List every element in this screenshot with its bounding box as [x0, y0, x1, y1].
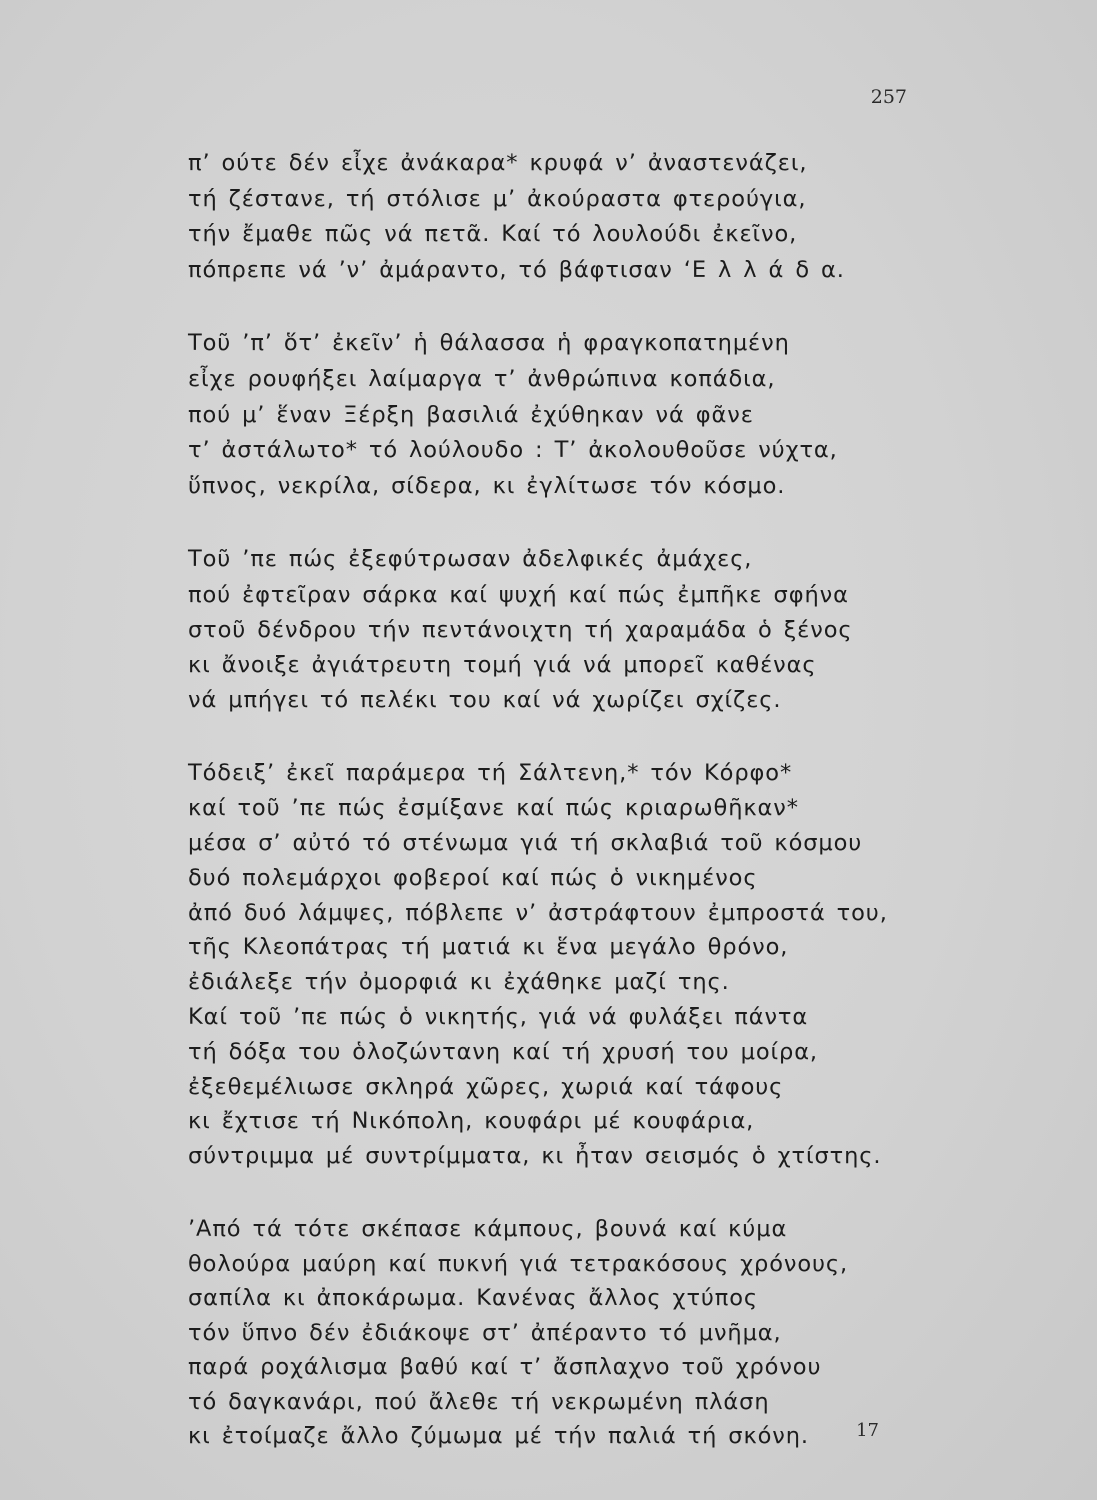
poem-line: τῆς Κλεοπάτρας τή ματιά κι ἕνα μεγάλο θρόνο, [188, 934, 789, 961]
stanza-4 [188, 756, 948, 1174]
poem-line: μέσα σ’ αὐτό τό στένωμα γιά τή σκλαβιά τοῦ κόσμου [188, 829, 863, 856]
poem-line: πόπρεπε νά ’ν’ ἀμάραντο, τό βάφτισαν ‘Ε λ λ ά δ α. [188, 256, 845, 283]
poem-line: νά μπήγει τό πελέκι του καί νά χωρίζει σχίζες. [188, 687, 782, 714]
poem-line: ὕπνος, νεκρίλα, σίδερα, κι ἐγλίτωσε τόν κόσμο. [188, 472, 786, 499]
poem-body [188, 146, 948, 1492]
poem-line: σαπίλα κι ἀποκάρωμα. Κανένας ἄλλος χτύπος [188, 1285, 759, 1312]
stanza-1 [188, 146, 948, 288]
poem-line: Τοῦ ’π’ ὅτ’ ἐκεῖν’ ἡ θάλασσα ἡ φραγκοπατημένη [188, 330, 790, 357]
stanza-5 [188, 1212, 948, 1454]
poem-line: τό δαγκανάρι, πού ἄλεθε τή νεκρωμένη πλάση [188, 1388, 770, 1415]
poem-line: Τόδειξ’ ἐκεῖ παράμερα τή Σάλτενη,* τόν Κόρφο* [188, 760, 793, 787]
stanza-2 [188, 326, 948, 504]
poem-line: παρά ροχάλισμα βαθύ καί τ’ ἄσπλαχνο τοῦ χρόνου [188, 1354, 822, 1381]
poem-line: τ’ ἀστάλωτο* τό λούλουδο : Τ’ ἀκολουθοῦσε νύχτα, [188, 437, 838, 464]
poem-line: ’Από τά τότε σκέπασε κάμπους, βουνά καί κύμα [188, 1215, 788, 1242]
poem-line: εἶχε ρουφήξει λαίμαργα τ’ ἀνθρώπινα κοπάδια, [188, 365, 776, 392]
poem-line: τή ζέστανε, τή στόλισε μ’ ἀκούραστα φτερούγια, [188, 185, 807, 212]
page-number: 257 [870, 86, 907, 108]
poem-line: ἐξεθεμέλιωσε σκληρά χῶρες, χωριά καί τάφους [188, 1073, 784, 1100]
poem-line: Καί τοῦ ’πε πώς ὁ νικητής, γιά νά φυλάξει πάντα [188, 1003, 809, 1030]
poem-line: π’ ούτε δέν εἶχε ἀνάκαρα* κρυφά ν’ ἀναστενάζει, [188, 150, 808, 176]
poem-line: θολούρα μαύρη καί πυκνή γιά τετρακόσους χρόνους, [188, 1250, 849, 1277]
poem-line: κι ἔχτισε τή Νικόπολη, κουφάρι μέ κουφάρια, [188, 1108, 755, 1135]
poem-line: πού ἐφτεῖραν σάρκα καί ψυχή καί πώς ἐμπῆκε σφήνα [188, 581, 849, 608]
poem-line: τήν ἔμαθε πῶς νά πετᾶ. Καί τό λουλούδι ἐκεῖνο, [188, 221, 798, 248]
poem-line: δυό πολεμάρχοι φοβεροί καί πώς ὁ νικημένος [188, 864, 758, 891]
poem-line: κι ἄνοιξε ἀγιάτρευτη τομή γιά νά μπορεῖ καθένας [188, 651, 817, 678]
poem-line: Τοῦ ’πε πώς ἐξεφύτρωσαν ἀδελφικές ἀμάχες, [188, 546, 753, 573]
poem-line: πού μ’ ἕναν Ξέρξη βασιλιά ἐχύθηκαν νά φᾶνε [188, 401, 754, 428]
stanza-3 [188, 542, 948, 718]
poem-line: καί τοῦ ’πε πώς ἐσμίξανε καί πώς κριαρωθῆκαν* [188, 795, 799, 822]
poem-line: τή δόξα του ὁλοζώντανη καί τή χρυσή του μοίρα, [188, 1038, 818, 1065]
poem-line: ἀπό δυό λάμψες, πόβλεπε ν’ ἀστράφτουν ἐμπροστά του, [188, 899, 888, 926]
poem-line: ἐδιάλεξε τήν ὀμορφιά κι ἐχάθηκε μαζί της. [188, 969, 730, 996]
poem-line: τόν ὕπνο δέν ἐδιάκοψε στ’ ἀπέραντο τό μνῆμα, [188, 1319, 782, 1346]
poem-line: κι ἐτοίμαζε ἄλλο ζύμωμα μέ τήν παλιά τή σκόνη. [188, 1423, 809, 1450]
poem-line: σύντριμμα μέ συντρίμματα, κι ἦταν σεισμός ὁ χτίστης. [188, 1143, 882, 1170]
poem-line: στοῦ δένδρου τήν πεντάνοιχτη τή χαραμάδα ὁ ξένος [188, 616, 853, 643]
signature-number: 17 [856, 1420, 879, 1441]
